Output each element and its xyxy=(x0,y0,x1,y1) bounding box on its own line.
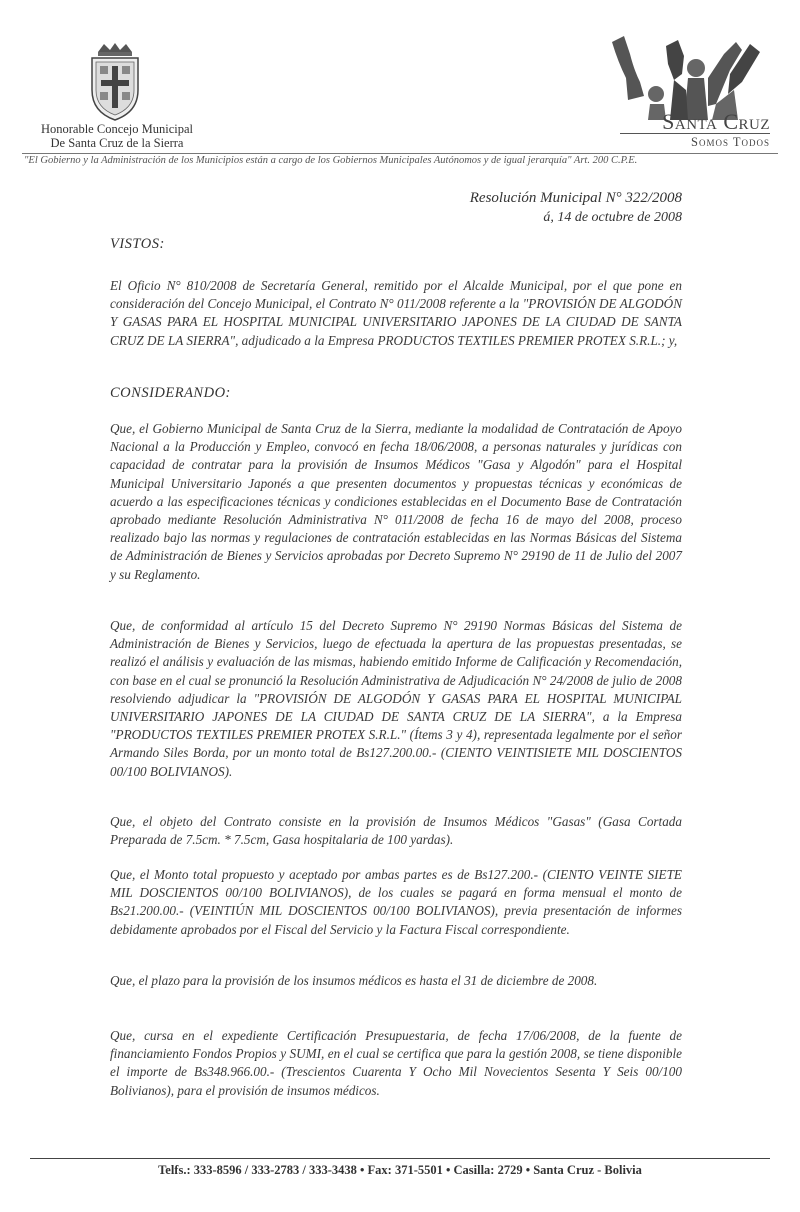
council-name xyxy=(22,122,212,150)
paragraph-vistos: El Oficio N° 810/2008 de Secretaría General, remitido por el Alcalde Municipal, por el que pone en consideración del Concejo Municipal, el Contrato N° 011/2008 referente a la "PROVISIÓN DE ALGODÓN Y GASAS PARA EL HOSPITAL MUNICIPAL UNIVERSITARIO JAPONES DE LA CIUDAD DE SANTA CRUZ DE LA SIERRA", adjudicado a la Empresa PRODUCTOS TEXTILES PREMIER PROTEX S.R.L.; y, xyxy=(110,278,682,348)
header-divider xyxy=(22,153,778,154)
council-name-line1: Honorable Concejo Municipal xyxy=(40,122,194,136)
paragraph-considerando-3: Que, el objeto del Contrato consiste en la provisión de Insumos Médicos "Gasas" (Gasa Cortada Preparada de 7.5cm. * 7.5cm, Gasa hospitalaria de 100 yardas). xyxy=(110,814,682,848)
paragraph-considerando-1: Que, el Gobierno Municipal de Santa Cruz de la Sierra, mediante la modalidad de Contratación de Apoyo Nacional a la Producción y Empleo, convocó en fecha 18/06/2008, a personas naturales y jurídicas con capacidad de contratar para la provisión de Insumos Médicos "Gasa y Algodón" para el Hospital Municipal Universitario Japonés a que presenten documentos y propuestas técnicas y económicas de acuerdo a las especificaciones técnicas y condiciones establecidas en el Documento Base de Contratación aprobado mediante Resolución Administrativa N° 011/2008 de fecha 16 de mayo del 2008, proceso realizado bajo las normas y regulaciones de contratación establecidas en las Normas Básicas del Sistema de Administración de Bienes y Servicios aprobadas por Decreto Supremo N° 29190 de 11 de Julio del 2007 y su Reglamento. xyxy=(110,421,682,582)
footer-divider xyxy=(30,1158,770,1159)
coat-of-arms-icon xyxy=(84,42,146,122)
resolution-title: Resolución Municipal N° 322/2008 xyxy=(469,190,682,206)
section-heading-vistos: VISTOS: xyxy=(110,236,165,252)
paragraph-considerando-6: Que, cursa en el expediente Certificación Presupuestaria, de fecha 17/06/2008, de la fuente de financiamiento Fondos Propios y SUMI, en el cual se certifica que para la gestión 2008, se tiene disponible el importe de Bs348.966.00.- (Trescientos Cuarenta Y Ocho Mil Novecientos Sesenta Y Seis 00/100 Bolivianos), para el provisión de insumos médicos. xyxy=(110,1028,682,1098)
logo-title: Santa Cruz xyxy=(662,109,770,134)
paragraph-considerando-5: Que, el plazo para la provisión de los insumos médicos es hasta el 31 de diciembre de 2008. xyxy=(110,973,598,988)
paragraph-considerando-4: Que, el Monto total propuesto y aceptado por ambas partes es de Bs127.200.- (CIENTO VEINTE SIETE MIL DOSCIENTOS 00/100 BOLIVIANOS), de los cuales se pagará en forma mensual el monto de Bs21.200.00.- (VEINTIÚN MIL DOSCIENTOS 00/100 BOLIVIANOS), previa presentación de informes debidamente aprobados por el Fiscal del Servicio y la Factura Fiscal correspondiente. xyxy=(110,867,682,937)
header-motto: "El Gobierno y la Administración de los Municipios están a cargo de los Gobiernos Municipales Autónomos y de igual jerarquía" Art. 200 C.P.E. xyxy=(24,155,638,166)
council-name-line2: De Santa Cruz de la Sierra xyxy=(50,136,184,150)
resolution-date: á, 14 de octubre de 2008 xyxy=(543,210,682,225)
paragraph-considerando-2: Que, de conformidad al artículo 15 del Decreto Supremo N° 29190 Normas Básicas del Sistema de Administración de Bienes y Servicios, luego de efectuada la apertura de las propuestas presentadas, se realizó el análisis y evaluación de las mismas, habiendo emitido Informe de Calificación y Recomendación, con base en el cual se pronunció la Resolución Administrativa de Adjudicación N° 24/2008 de julio de 2008 resolviendo adjudicar la "PROVISIÓN DE ALGODÓN Y GASAS PARA EL HOSPITAL MUNICIPAL UNIVERSITARIO JAPONES DE LA CIUDAD DE SANTA CRUZ DE LA SIERRA", a la Empresa "PRODUCTOS TEXTILES PREMIER PROTEX S.R.L." (Ítems 3 y 4), representada legalmente por el señor Armando Siles Borda, por un monto total de Bs127.200.00.- (CIENTO VEINTISIETE MIL DOSCIENTOS 00/100 BOLIVIANOS). xyxy=(110,618,682,779)
logo-subtitle: Somos Todos xyxy=(620,133,770,150)
santa-cruz-logo-icon xyxy=(604,34,764,120)
section-heading-considerando: CONSIDERANDO: xyxy=(110,385,231,401)
footer-contact: Telfs.: 333-8596 / 333-2783 / 333-3438 • Fax: 371-5501 • Casilla: 2729 • Santa Cruz - Bolivia xyxy=(158,1163,642,1177)
